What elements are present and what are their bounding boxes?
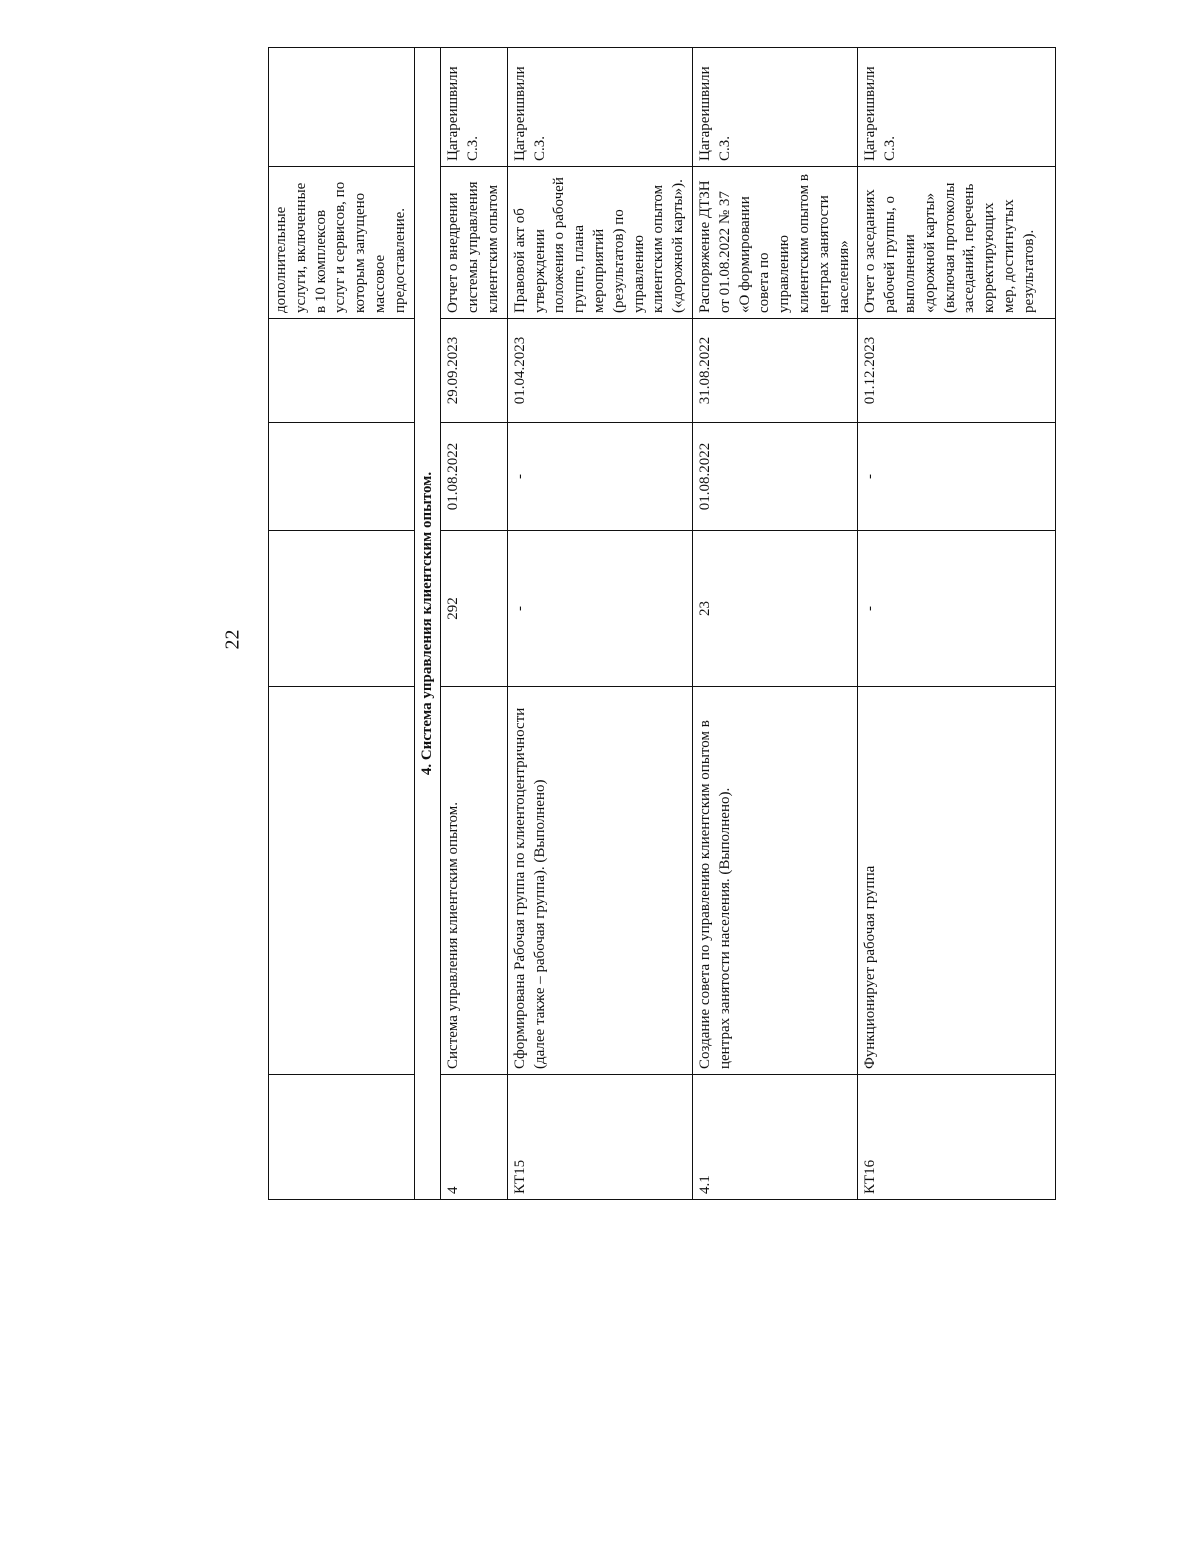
- cell-resp: Цагареишвили С.З.: [692, 48, 857, 167]
- doc-text: дополнительные услуги, включенные в 10 комплексов услуг и сервисов, по которым запущено массовое предоставление.: [273, 181, 408, 313]
- cell-value: -: [858, 531, 1056, 687]
- cell-resp: [269, 48, 415, 167]
- rotated-page: [268, 48, 1037, 1200]
- cell-doc: Правовой акт об утверждении положения о рабочей группе, плана мероприятий (результатов) по управлению клиентским опытом («дорожной карты»).: [507, 167, 692, 319]
- cell-end: 29.09.2023: [441, 319, 507, 423]
- cell-end: 01.04.2023: [507, 319, 692, 423]
- cell-name: [269, 687, 415, 1075]
- cell-start: 01.08.2022: [441, 423, 507, 531]
- cell-end: 01.12.2023: [858, 319, 1056, 423]
- table-row: [507, 48, 692, 1200]
- cell-name: Сформирована Рабочая группа по клиентоцентричности (далее также – рабочая группа). (Выполнено): [507, 687, 692, 1075]
- cell-num: 4.1: [692, 1075, 857, 1200]
- table-wrapper: [268, 48, 1037, 1200]
- cell-start: -: [507, 423, 692, 531]
- cell-num: [269, 1075, 415, 1200]
- cell-num: КТ16: [858, 1075, 1056, 1200]
- cell-resp: Цагареишвили С.З.: [507, 48, 692, 167]
- section-row: [414, 48, 441, 1200]
- cell-end: 31.08.2022: [692, 319, 857, 423]
- cell-resp: Цагареишвили С.З.: [858, 48, 1056, 167]
- cell-value: 292: [441, 531, 507, 687]
- cell-value: -: [507, 531, 692, 687]
- cell-value: [269, 531, 415, 687]
- cell-start: 01.08.2022: [692, 423, 857, 531]
- table-row: [692, 48, 857, 1200]
- cell-num: КТ15: [507, 1075, 692, 1200]
- cell-value: 23: [692, 531, 857, 687]
- cell-doc: Распоряжение ДТЗН от 01.08.2022 № 37 «О формировании совета по управлению клиентским опытом в центрах занятости населения»: [692, 167, 857, 319]
- section-title: 4. Система управления клиентским опытом.: [414, 48, 441, 1200]
- cell-name: Функционирует рабочая группа: [858, 687, 1056, 1075]
- cell-num: 4: [441, 1075, 507, 1200]
- table-row-continued: [269, 48, 415, 1200]
- cell-start: [269, 423, 415, 531]
- cell-name: Система управления клиентским опытом.: [441, 687, 507, 1075]
- cell-name: Создание совета по управлению клиентским опытом в центрах занятости населения. (Выполнено).: [692, 687, 857, 1075]
- cell-start: -: [858, 423, 1056, 531]
- page-number: 22: [221, 629, 244, 650]
- cell-doc: [269, 167, 415, 319]
- cell-end: [269, 319, 415, 423]
- cell-resp: Цагареишвили С.З.: [441, 48, 507, 167]
- cell-doc: Отчет о заседаниях рабочей группы, о выполнении «дорожной карты» (включая протоколы заседаний, перечень корректирующих мер, достигнутых результатов).: [858, 167, 1056, 319]
- plan-table: [268, 47, 1056, 1200]
- table-row: [441, 48, 507, 1200]
- table-row: [858, 48, 1056, 1200]
- cell-doc: Отчет о внедрении системы управления клиентским опытом: [441, 167, 507, 319]
